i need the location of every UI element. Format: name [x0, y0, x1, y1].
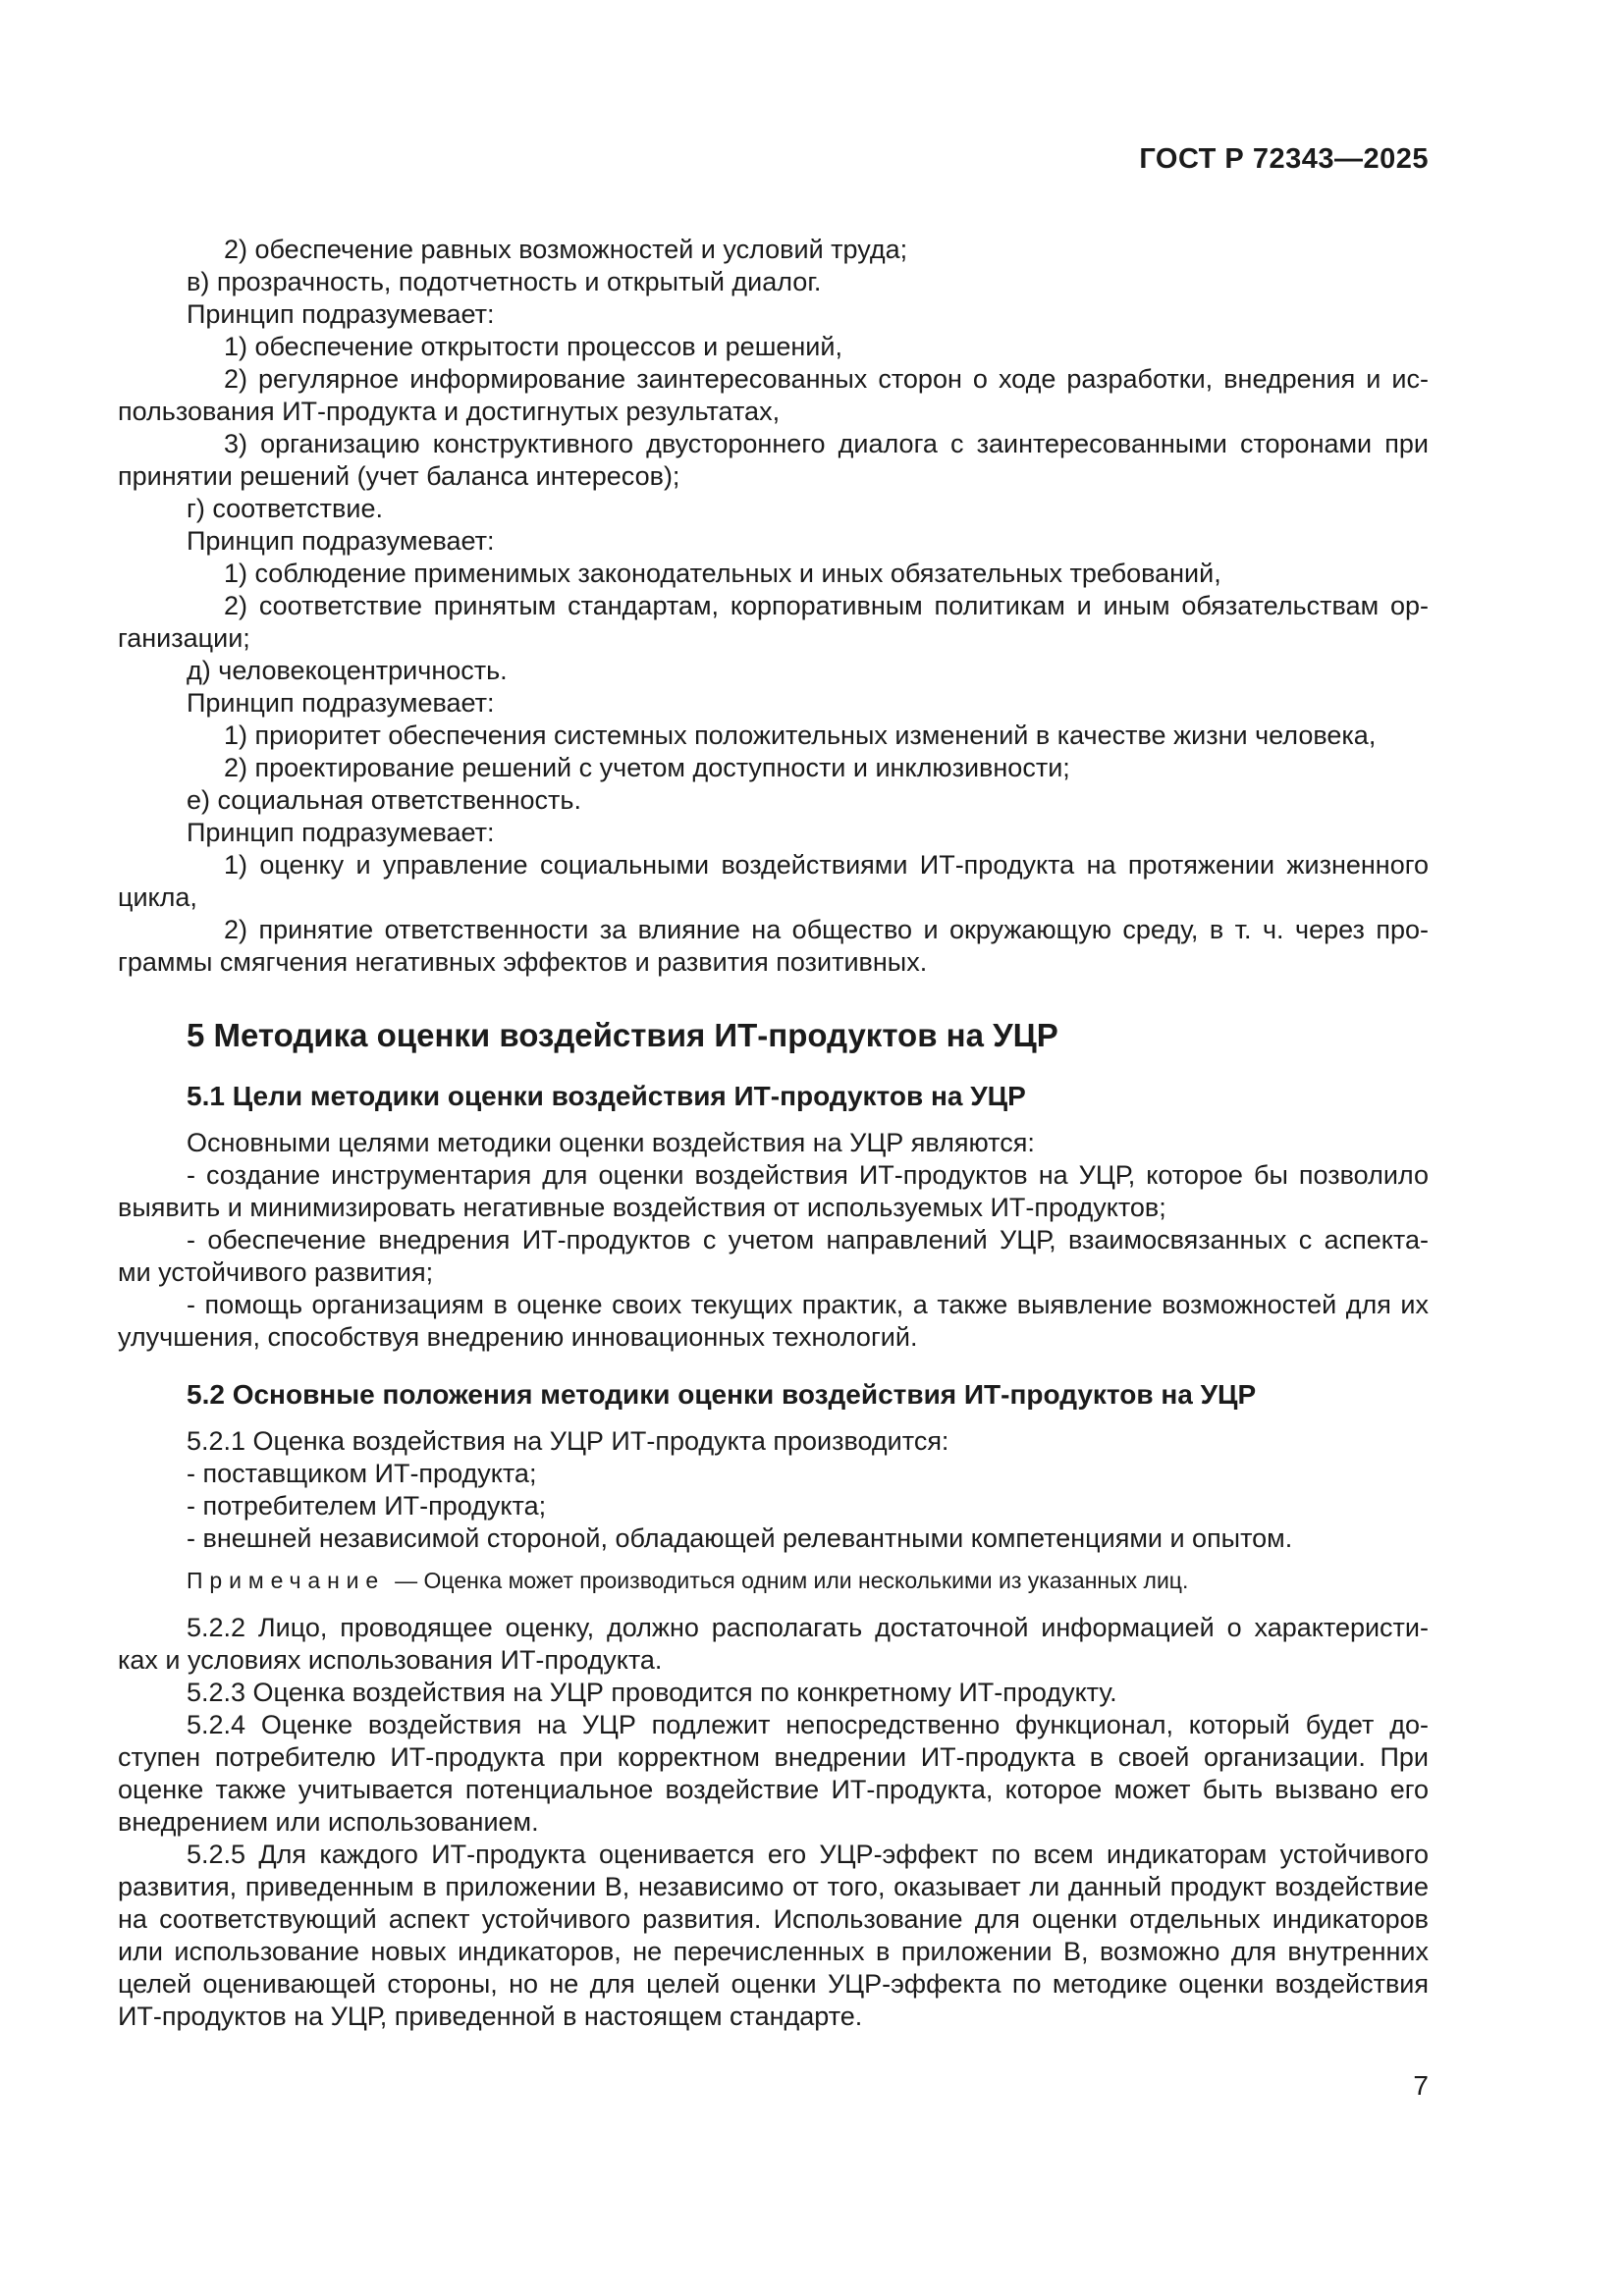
- text-line: ми устойчивого развития;: [118, 1257, 434, 1287]
- text-line: целей оценивающей стороны, но не для целей оценки УЦР-эффекта по методике оценки воздействия: [118, 1969, 1429, 1999]
- subsection-heading: 5.1 Цели методики оценки воздействия ИТ-продуктов на УЦР: [187, 1081, 1026, 1111]
- text-line: 5.2.2 Лицо, проводящее оценку, должно располагать достаточной информацией о характеристи-: [187, 1613, 1429, 1642]
- note-text: — Оценка может производиться одним или несколькими из указанных лиц.: [395, 1568, 1189, 1593]
- text-line: 5.2.1 Оценка воздействия на УЦР ИТ-продукта производится:: [187, 1426, 949, 1456]
- text-line: Принцип подразумевает:: [187, 526, 495, 556]
- text-line: цикла,: [118, 882, 197, 912]
- text-line: ках и условиях использования ИТ-продукта.: [118, 1645, 663, 1675]
- text-line: 5.2.4 Оценке воздействия на УЦР подлежит непосредственно функционал, который будет до-: [187, 1710, 1429, 1739]
- text-line: ганизации;: [118, 623, 250, 653]
- text-line: в) прозрачность, подотчетность и открытый диалог.: [187, 267, 822, 296]
- text-line: граммы смягчения негативных эффектов и развития позитивных.: [118, 947, 928, 977]
- text-line: 1) обеспечение открытости процессов и решений,: [224, 332, 842, 361]
- text-line: - внешней независимой стороной, обладающей релевантными компетенциями и опытом.: [187, 1523, 1293, 1553]
- text-line: ИТ-продуктов на УЦР, приведенной в настоящем стандарте.: [118, 2002, 863, 2031]
- text-line: 5.2.3 Оценка воздействия на УЦР проводится по конкретному ИТ-продукту.: [187, 1678, 1117, 1707]
- text-line: Принцип подразумевает:: [187, 299, 495, 329]
- text-line: Принцип подразумевает:: [187, 688, 495, 718]
- text-line: - поставщиком ИТ-продукта;: [187, 1459, 537, 1488]
- text-line: 1) оценку и управление социальными воздействиями ИТ-продукта на протяжении жизненного: [224, 850, 1429, 880]
- text-line: 2) соответствие принятым стандартам, корпоративным политикам и иным обязательствам ор-: [224, 591, 1429, 620]
- text-line: г) соответствие.: [187, 494, 383, 523]
- running-header: ГОСТ Р 72343—2025: [1139, 143, 1429, 175]
- text-line: 2) проектирование решений с учетом доступности и инклюзивности;: [224, 753, 1070, 782]
- text-line: 1) соблюдение применимых законодательных и иных обязательных требований,: [224, 559, 1221, 588]
- text-line: пользования ИТ-продукта и достигнутых результатах,: [118, 397, 781, 426]
- text-line: ступен потребителю ИТ-продукта при корректном внедрении ИТ-продукта в своей организации. При: [118, 1742, 1429, 1772]
- text-line: - обеспечение внедрения ИТ-продуктов с учетом направлений УЦР, взаимосвязанных с аспекта-: [187, 1225, 1429, 1255]
- section-heading: 5 Методика оценки воздействия ИТ-продуктов на УЦР: [187, 1017, 1058, 1053]
- text-line: улучшения, способствуя внедрению инновационных технологий.: [118, 1322, 918, 1352]
- subsection-heading: 5.2 Основные положения методики оценки воздействия ИТ-продуктов на УЦР: [187, 1379, 1257, 1410]
- document-body: [118, 234, 1429, 2033]
- text-line: д) человекоцентричность.: [187, 656, 508, 685]
- text-line: 2) принятие ответственности за влияние на общество и окружающую среду, в т. ч. через про-: [224, 915, 1429, 944]
- text-line: - потребителем ИТ-продукта;: [187, 1491, 547, 1521]
- text-line: 3) организацию конструктивного двустороннего диалога с заинтересованными сторонами при: [224, 429, 1429, 458]
- text-line: 2) регулярное информирование заинтересованных сторон о ходе разработки, внедрения и ис-: [224, 364, 1429, 394]
- text-line: или использование новых индикаторов, не перечисленных в приложении В, возможно для внутренних: [118, 1937, 1429, 1966]
- note-line: [118, 1566, 1429, 1595]
- page-number: 7: [1413, 2070, 1429, 2101]
- text-line: 1) приоритет обеспечения системных положительных изменений в качестве жизни человека,: [224, 721, 1377, 750]
- text-line: оценке также учитывается потенциальное воздействие ИТ-продукта, которое может быть вызвано его: [118, 1775, 1429, 1804]
- text-line: е) социальная ответственность.: [187, 785, 581, 815]
- text-line: 2) обеспечение равных возможностей и условий труда;: [224, 235, 908, 264]
- text-line: Основными целями методики оценки воздействия на УЦР являются:: [187, 1128, 1035, 1157]
- text-line: выявить и минимизировать негативные воздействия от используемых ИТ-продуктов;: [118, 1193, 1166, 1222]
- note-label: Примечание: [187, 1568, 386, 1593]
- text-line: Принцип подразумевает:: [187, 818, 495, 847]
- text-line: - помощь организациям в оценке своих текущих практик, а также выявление возможностей для их: [187, 1290, 1429, 1319]
- text-line: развития, приведенным в приложении В, независимо от того, оказывает ли данный продукт воздействие: [118, 1872, 1429, 1901]
- text-line: внедрением или использованием.: [118, 1807, 539, 1837]
- text-line: на соответствующий аспект устойчивого развития. Использование для оценки отдельных индикаторов: [118, 1904, 1429, 1934]
- text-line: 5.2.5 Для каждого ИТ-продукта оценивается его УЦР-эффект по всем индикаторам устойчивого: [187, 1840, 1429, 1869]
- text-line: принятии решений (учет баланса интересов);: [118, 461, 680, 491]
- text-line: - создание инструментария для оценки воздействия ИТ-продуктов на УЦР, которое бы позволило: [187, 1160, 1429, 1190]
